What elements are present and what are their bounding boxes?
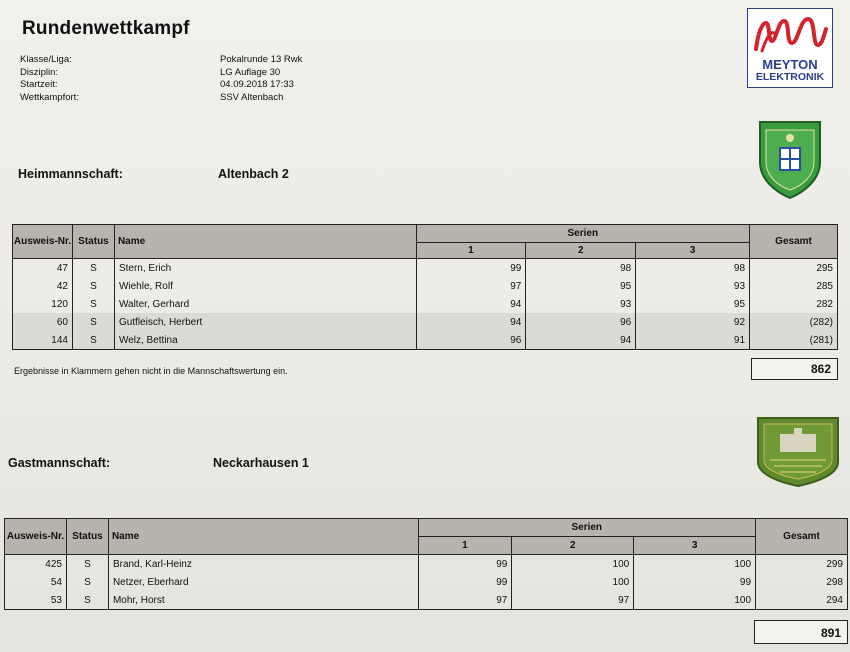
cell-id: 54 (5, 573, 67, 591)
cell-id: 42 (13, 277, 73, 295)
col-ausweis: Ausweis-Nr. (13, 225, 73, 259)
cell-name: Stern, Erich (114, 259, 416, 278)
cell-total: 299 (756, 555, 848, 574)
bracket-note: Ergebnisse in Klammern gehen nicht in die Mannschaftswertung ein. (14, 366, 288, 376)
cell-total: 282 (750, 295, 838, 313)
cell-s1: 94 (416, 295, 526, 313)
cell-total: 298 (756, 573, 848, 591)
meta-value: SSV Altenbach (220, 91, 284, 103)
col-serie-1: 1 (418, 537, 512, 555)
cell-s2: 95 (526, 277, 636, 295)
meta-label: Klasse/Liga: (20, 54, 72, 65)
cell-s3: 91 (636, 331, 750, 350)
cell-name: Gutfleisch, Herbert (114, 313, 416, 331)
cell-s3: 92 (636, 313, 750, 331)
cell-id: 144 (13, 331, 73, 350)
table-row (13, 277, 838, 295)
col-name: Name (108, 519, 418, 555)
guest-team-label: Gastmannschaft: (8, 456, 111, 470)
col-serien: Serien (418, 519, 756, 537)
meta-value: Pokalrunde 13 Rwk (220, 54, 303, 65)
meta-value: 04.09.2018 17:33 (220, 79, 294, 90)
cell-s3: 100 (634, 591, 756, 610)
col-gesamt: Gesamt (750, 225, 838, 259)
cell-total: (281) (750, 331, 838, 350)
cell-total: (282) (750, 313, 838, 331)
guest-results-table (4, 518, 848, 610)
col-serie-1: 1 (416, 243, 526, 259)
table-row (5, 573, 848, 591)
col-serie-3: 3 (634, 537, 756, 555)
table-row (5, 591, 848, 610)
col-serie-2: 2 (512, 537, 634, 555)
cell-s2: 100 (512, 573, 634, 591)
cell-id: 120 (13, 295, 73, 313)
table-row (13, 259, 838, 278)
table-row (13, 331, 838, 350)
cell-name: Brand, Karl-Heinz (108, 555, 418, 574)
cell-s1: 94 (416, 313, 526, 331)
club-shield-icon (756, 416, 840, 488)
cell-s2: 94 (526, 331, 636, 350)
meta-label: Disziplin: (20, 66, 59, 78)
meyton-logo (747, 8, 833, 88)
cell-status: S (72, 259, 114, 278)
page-title: Rundenwettkampf (22, 18, 190, 39)
home-results-table (12, 224, 838, 350)
col-status: Status (72, 225, 114, 259)
cell-s1: 99 (416, 259, 526, 278)
cell-s1: 99 (418, 555, 512, 574)
cell-status: S (72, 295, 114, 313)
meta-label: Startzeit: (20, 79, 58, 90)
cell-s2: 100 (512, 555, 634, 574)
cell-s2: 98 (526, 259, 636, 278)
cell-status: S (72, 331, 114, 350)
cell-status: S (66, 591, 108, 610)
meta-row (20, 79, 302, 92)
col-name: Name (114, 225, 416, 259)
cell-s3: 99 (634, 573, 756, 591)
logo-line1: MEYTON (762, 57, 818, 72)
cell-name: Mohr, Horst (108, 591, 418, 610)
meta-value: LG Auflage 30 (220, 66, 281, 78)
cell-s2: 96 (526, 313, 636, 331)
cell-status: S (72, 313, 114, 331)
cell-s3: 98 (636, 259, 750, 278)
cell-s3: 100 (634, 555, 756, 574)
meta-row (20, 67, 302, 80)
cell-s1: 97 (418, 591, 512, 610)
table-row (13, 313, 838, 331)
col-ausweis: Ausweis-Nr. (5, 519, 67, 555)
cell-total: 295 (750, 259, 838, 278)
col-status: Status (66, 519, 108, 555)
cell-name: Wiehle, Rolf (114, 277, 416, 295)
cell-s1: 96 (416, 331, 526, 350)
cell-status: S (66, 555, 108, 574)
cell-total: 285 (750, 277, 838, 295)
col-serie-2: 2 (526, 243, 636, 259)
cell-id: 60 (13, 313, 73, 331)
cell-name: Netzer, Eberhard (108, 573, 418, 591)
cell-id: 53 (5, 591, 67, 610)
col-serien: Serien (416, 225, 750, 243)
guest-team-name: Neckarhausen 1 (213, 456, 309, 470)
meyton-mark-icon (748, 11, 832, 57)
cell-status: S (66, 573, 108, 591)
cell-s1: 97 (416, 277, 526, 295)
club-shield-icon (756, 118, 824, 200)
cell-s2: 93 (526, 295, 636, 313)
meta-row (20, 92, 302, 105)
guest-team-total: 891 (754, 620, 848, 644)
home-team-label: Heimmannschaft: (18, 167, 123, 181)
meta-label: Wettkampfort: (20, 91, 79, 103)
cell-total: 294 (756, 591, 848, 610)
cell-id: 425 (5, 555, 67, 574)
logo-line2: ELEKTRONIK (755, 71, 825, 83)
cell-status: S (72, 277, 114, 295)
col-serie-3: 3 (636, 243, 750, 259)
cell-s1: 99 (418, 573, 512, 591)
cell-name: Walter, Gerhard (114, 295, 416, 313)
cell-s2: 97 (512, 591, 634, 610)
table-row (13, 295, 838, 313)
meta-block (20, 54, 302, 104)
home-team-name: Altenbach 2 (218, 167, 289, 181)
home-team-total: 862 (751, 358, 838, 380)
cell-name: Welz, Bettina (114, 331, 416, 350)
col-gesamt: Gesamt (756, 519, 848, 555)
table-row (5, 555, 848, 574)
meta-row (20, 54, 302, 67)
cell-s3: 93 (636, 277, 750, 295)
cell-s3: 95 (636, 295, 750, 313)
cell-id: 47 (13, 259, 73, 278)
